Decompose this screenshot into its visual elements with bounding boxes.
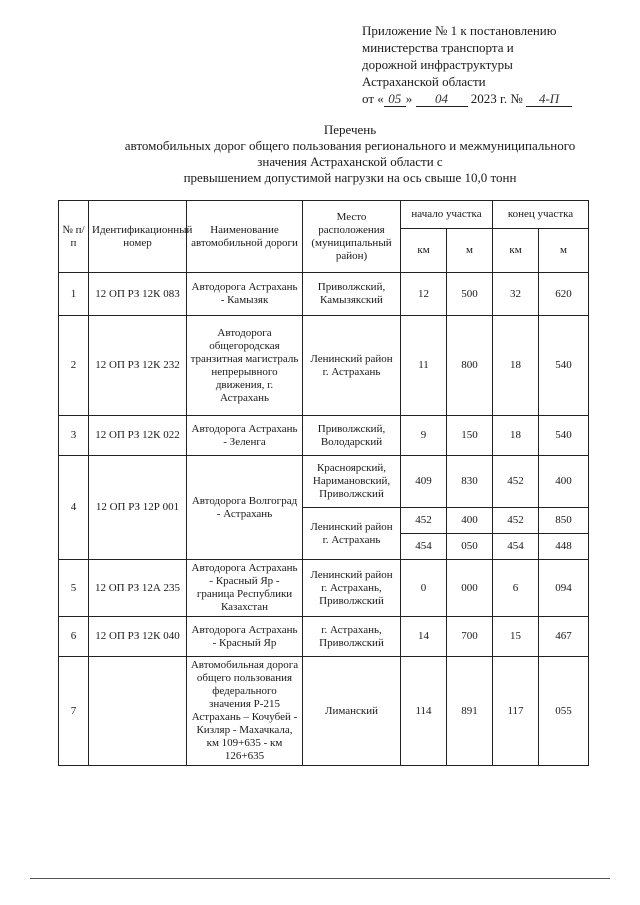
cell-m-end: 467 — [539, 617, 589, 657]
cell-km-end: 18 — [493, 316, 539, 416]
cell-km-end: 454 — [493, 534, 539, 560]
cell-name: Автодорога Астрахань - Камызяк — [187, 273, 303, 316]
header-num: № п/п — [59, 201, 89, 273]
date-year: 2023 г. № — [470, 91, 523, 106]
table-row — [59, 617, 589, 657]
cell-m-start: 800 — [447, 316, 493, 416]
cell-km-start: 9 — [401, 416, 447, 456]
cell-m-start: 891 — [447, 657, 493, 766]
cell-num: 6 — [59, 617, 89, 657]
cell-m-start: 000 — [447, 560, 493, 617]
cell-name: Автодорога Волгоград - Астрахань — [187, 456, 303, 560]
cell-m-start: 050 — [447, 534, 493, 560]
appendix-date-line — [362, 90, 612, 107]
cell-m-start: 500 — [447, 273, 493, 316]
cell-km-end: 117 — [493, 657, 539, 766]
cell-m-end: 540 — [539, 316, 589, 416]
cell-name: Автодорога Астрахань - Зеленга — [187, 416, 303, 456]
cell-num: 1 — [59, 273, 89, 316]
appendix-line-1: Приложение № 1 к постановлению — [362, 23, 557, 38]
cell-num: 3 — [59, 416, 89, 456]
cell-name: Автодорога Астрахань - Красный Яр — [187, 617, 303, 657]
cell-m-end: 620 — [539, 273, 589, 316]
header-row-1 — [59, 201, 589, 229]
cell-num: 5 — [59, 560, 89, 617]
title-line-2: автомобильных дорог общего пользования регионального и межмуниципального — [124, 138, 576, 153]
bottom-divider — [30, 878, 610, 879]
title-line-4: превышением допустимой нагрузки на ось свыше 10,0 тонн — [183, 170, 517, 185]
cell-location: Ленинский район г. Астрахань — [303, 316, 401, 416]
cell-m-start: 830 — [447, 456, 493, 508]
title-line-3: значения Астраханской области с — [257, 154, 443, 169]
cell-km-start: 0 — [401, 560, 447, 617]
table-row — [59, 456, 589, 508]
header-km-end: км — [493, 229, 539, 273]
cell-name: Автодорога общегородская транзитная магистраль непрерывного движения, г. Астрахань — [187, 316, 303, 416]
header-m-end: м — [539, 229, 589, 273]
cell-m-end: 094 — [539, 560, 589, 617]
cell-km-end: 15 — [493, 617, 539, 657]
table-row — [59, 657, 589, 766]
cell-m-end: 400 — [539, 456, 589, 508]
handwritten-number: 4-П — [526, 92, 572, 107]
cell-id: 12 ОП РЗ 12Р 001 — [89, 456, 187, 560]
cell-id: 12 ОП РЗ 12К 022 — [89, 416, 187, 456]
cell-m-end: 448 — [539, 534, 589, 560]
cell-km-end: 18 — [493, 416, 539, 456]
handwritten-month: 04 — [416, 92, 468, 107]
table-row — [59, 560, 589, 617]
cell-m-start: 150 — [447, 416, 493, 456]
header-location: Место расположения (муниципальный район) — [303, 201, 401, 273]
table-row — [59, 316, 589, 416]
cell-location: Приволжский, Володарский — [303, 416, 401, 456]
cell-num: 2 — [59, 316, 89, 416]
cell-m-start: 700 — [447, 617, 493, 657]
cell-name: Автомобильная дорога общего пользования федерального значения Р-215 Астрахань – Кочубей - Кизляр - Махачкала, км 109+635 - км 126+635 — [187, 657, 303, 766]
appendix-line-2: министерства транспорта и — [362, 40, 514, 55]
cell-location: Лиманский — [303, 657, 401, 766]
cell-name: Автодорога Астрахань - Красный Яр - граница Республики Казахстан — [187, 560, 303, 617]
cell-km-end: 452 — [493, 456, 539, 508]
cell-m-end: 540 — [539, 416, 589, 456]
cell-id — [89, 657, 187, 766]
cell-id: 12 ОП РЗ 12К 232 — [89, 316, 187, 416]
cell-location: Красноярский, Наримановский, Приволжский — [303, 456, 401, 508]
header-id: Идентификационный номер — [89, 201, 187, 273]
appendix-header — [362, 22, 612, 107]
cell-m-end: 850 — [539, 508, 589, 534]
roads-table — [58, 200, 589, 766]
cell-id: 12 ОП РЗ 12К 083 — [89, 273, 187, 316]
cell-num: 4 — [59, 456, 89, 560]
header-end: конец участка — [493, 201, 589, 229]
date-prefix: от « — [362, 91, 384, 106]
handwritten-day: 05 — [384, 92, 406, 107]
cell-location: Приволжский, Камызякский — [303, 273, 401, 316]
cell-km-start: 452 — [401, 508, 447, 534]
appendix-line-4: Астраханской области — [362, 74, 486, 89]
table-row — [59, 416, 589, 456]
header-m-start: м — [447, 229, 493, 273]
appendix-line-3: дорожной инфраструктуры — [362, 57, 513, 72]
cell-km-start: 11 — [401, 316, 447, 416]
cell-km-start: 14 — [401, 617, 447, 657]
cell-id: 12 ОП РЗ 12А 235 — [89, 560, 187, 617]
cell-m-start: 400 — [447, 508, 493, 534]
document-title — [60, 122, 640, 186]
cell-km-end: 6 — [493, 560, 539, 617]
cell-km-start: 454 — [401, 534, 447, 560]
cell-location: Ленинский район г. Астрахань, Приволжский — [303, 560, 401, 617]
cell-km-end: 452 — [493, 508, 539, 534]
cell-id: 12 ОП РЗ 12К 040 — [89, 617, 187, 657]
cell-location: Ленинский район г. Астрахань — [303, 508, 401, 560]
cell-location: г. Астрахань, Приволжский — [303, 617, 401, 657]
header-name: Наименование автомобильной дороги — [187, 201, 303, 273]
header-km-start: км — [401, 229, 447, 273]
cell-num: 7 — [59, 657, 89, 766]
cell-km-start: 12 — [401, 273, 447, 316]
cell-km-start: 409 — [401, 456, 447, 508]
cell-km-start: 114 — [401, 657, 447, 766]
date-mid: » — [405, 91, 413, 106]
title-line-1: Перечень — [323, 122, 377, 137]
header-start: начало участка — [401, 201, 493, 229]
cell-m-end: 055 — [539, 657, 589, 766]
cell-km-end: 32 — [493, 273, 539, 316]
table-row — [59, 273, 589, 316]
